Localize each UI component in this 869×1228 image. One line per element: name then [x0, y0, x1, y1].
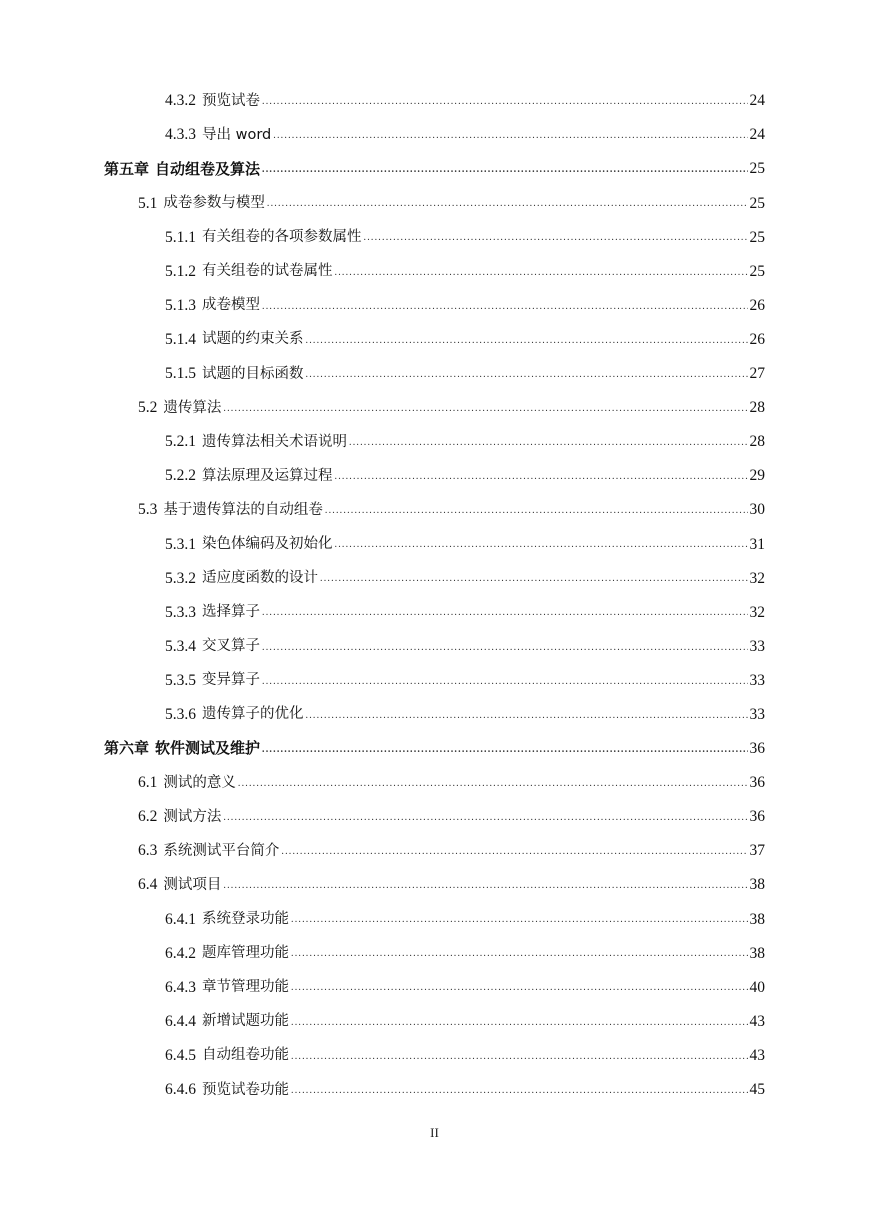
toc-entry-page: 24 — [749, 126, 765, 144]
toc-entry[interactable] — [0, 254, 869, 288]
dot-leader — [238, 776, 748, 792]
dot-leader — [320, 571, 748, 587]
toc-entry[interactable] — [0, 357, 869, 391]
toc-entry-title: 自动组卷功能 — [202, 1047, 289, 1064]
toc-entry-number: 5.2.1 — [165, 433, 196, 451]
toc-entry-number: 5.1.4 — [165, 330, 196, 348]
toc-entry-page: 25 — [749, 160, 765, 178]
dot-leader — [262, 640, 748, 656]
toc-entry-page: 32 — [749, 603, 765, 621]
toc-entry-number: 5.2.2 — [165, 467, 196, 485]
toc-entry-page: 36 — [749, 808, 765, 826]
dot-leader — [223, 401, 747, 417]
toc-entry-title: 选择算子 — [202, 604, 260, 621]
toc-entry[interactable] — [0, 1039, 869, 1073]
toc-entry-number: 6.4.4 — [165, 1012, 196, 1030]
toc-entry-number: 6.3 — [138, 842, 158, 860]
toc-entry[interactable] — [0, 391, 869, 425]
toc-entry-number: 6.4.2 — [165, 944, 196, 962]
dot-leader — [335, 469, 748, 485]
dot-leader — [262, 674, 748, 690]
toc-entry[interactable] — [0, 766, 869, 800]
toc-entry-page: 33 — [749, 705, 765, 723]
toc-entry[interactable] — [0, 902, 869, 936]
toc-entry[interactable] — [0, 698, 869, 732]
toc-entry-number: 6.4.1 — [165, 910, 196, 928]
toc-entry-number: 5.3.4 — [165, 637, 196, 655]
toc-entry-number: 5.1 — [138, 194, 158, 212]
toc-entry[interactable] — [0, 186, 869, 220]
toc-entry-number: 5.3.3 — [165, 603, 196, 621]
toc-entry-page: 28 — [749, 433, 765, 451]
dot-leader — [291, 946, 748, 962]
toc-entry-page: 32 — [749, 569, 765, 587]
toc-entry-title: 遗传算法相关术语说明 — [202, 433, 347, 450]
toc-entry[interactable] — [0, 152, 869, 186]
toc-entry-title: 交叉算子 — [202, 638, 260, 655]
dot-leader — [262, 94, 748, 110]
toc-entry[interactable] — [0, 834, 869, 868]
toc-entry-page: 24 — [749, 92, 765, 110]
toc-entry[interactable] — [0, 527, 869, 561]
toc-entry-title: 试题的目标函数 — [202, 365, 304, 382]
toc-entry-page: 33 — [749, 671, 765, 689]
dot-leader — [364, 230, 748, 246]
toc-entry[interactable] — [0, 84, 869, 118]
toc-entry-title: 染色体编码及初始化 — [202, 536, 333, 553]
toc-entry-title: 新增试题功能 — [202, 1013, 289, 1030]
toc-entry-page: 28 — [749, 399, 765, 417]
dot-leader — [291, 1083, 748, 1099]
dot-leader — [267, 196, 748, 212]
toc-entry-page: 33 — [749, 637, 765, 655]
toc-entry-number: 5.3 — [138, 501, 158, 519]
toc-entry-title: 测试项目 — [163, 876, 222, 893]
dot-leader — [223, 878, 747, 894]
toc-entry-page: 40 — [749, 978, 765, 996]
toc-entry[interactable] — [0, 323, 869, 357]
dot-leader — [349, 435, 748, 451]
dot-leader — [335, 265, 748, 281]
toc-entry-title: 章节管理功能 — [202, 979, 289, 996]
toc-entry-title: 预览试卷 — [202, 92, 260, 109]
toc-entry[interactable] — [0, 1073, 869, 1107]
toc-entry-number: 5.1.5 — [165, 365, 196, 383]
toc-entry-page: 43 — [749, 1046, 765, 1064]
toc-entry-page: 27 — [749, 365, 765, 383]
dot-leader — [291, 1049, 748, 1065]
toc-entry-title: 系统测试平台简介 — [163, 842, 280, 859]
toc-entry-title: 测试方法 — [163, 808, 222, 825]
toc-entry-title: 成卷模型 — [202, 297, 260, 314]
toc-entry[interactable] — [0, 970, 869, 1004]
toc-entry-number: 5.3.1 — [165, 535, 196, 553]
toc-entry-number: 4.3.3 — [165, 126, 196, 144]
toc-entry[interactable] — [0, 732, 869, 766]
toc-entry-title: 自动组卷及算法 — [155, 159, 261, 178]
toc-entry-number: 6.2 — [138, 808, 158, 826]
toc-entry-title: 有关组卷的各项参数属性 — [202, 229, 362, 246]
dot-leader — [281, 844, 747, 860]
toc-entry-title: 系统登录功能 — [202, 911, 289, 928]
toc-entry-page: 36 — [749, 774, 765, 792]
toc-entry[interactable] — [0, 800, 869, 834]
dot-leader — [273, 128, 747, 144]
toc-entry-title: 试题的约束关系 — [202, 331, 304, 348]
toc-entry[interactable] — [0, 459, 869, 493]
toc-entry-number: 6.4.3 — [165, 978, 196, 996]
toc-entry-title: 遗传算子的优化 — [202, 706, 304, 723]
toc-entry-number: 5.2 — [138, 399, 158, 417]
toc-entry[interactable] — [0, 595, 869, 629]
dot-leader — [223, 810, 747, 826]
toc-entry-page: 45 — [749, 1081, 765, 1099]
toc-entry[interactable] — [0, 868, 869, 902]
page-number: II — [430, 1125, 439, 1140]
dot-leader — [291, 980, 748, 996]
toc-entry-page: 25 — [749, 262, 765, 280]
toc-entry-page: 36 — [749, 740, 765, 758]
toc-entry[interactable] — [0, 664, 869, 698]
dot-leader — [325, 503, 748, 519]
toc-entry-page: 26 — [749, 296, 765, 314]
dot-leader — [262, 299, 748, 315]
toc-entry-title: 导出 word — [202, 126, 272, 143]
toc-entry-number: 5.3.2 — [165, 569, 196, 587]
dot-leader — [291, 1015, 748, 1031]
toc-entry[interactable] — [0, 118, 869, 152]
toc-entry-page: 38 — [749, 876, 765, 894]
dot-leader — [335, 537, 748, 553]
toc-entry-number: 第五章 — [104, 159, 150, 178]
toc-entry-title: 软件测试及维护 — [155, 739, 261, 758]
toc-entry-number: 6.1 — [138, 774, 158, 792]
toc-entry-title: 有关组卷的试卷属性 — [202, 263, 333, 280]
toc-entry-number: 第六章 — [104, 739, 150, 758]
dot-leader — [306, 708, 748, 724]
toc-entry-title: 基于遗传算法的自动组卷 — [163, 501, 323, 518]
toc-entry[interactable] — [0, 493, 869, 527]
toc-entry-page: 26 — [749, 330, 765, 348]
toc-entry-page: 30 — [749, 501, 765, 519]
toc-entry-page: 38 — [749, 910, 765, 928]
toc-entry-page: 25 — [749, 228, 765, 246]
toc-entry-title: 适应度函数的设计 — [202, 570, 318, 587]
toc-entry-page: 25 — [749, 194, 765, 212]
toc-entry-title: 遗传算法 — [163, 399, 222, 416]
toc-entry-page: 43 — [749, 1012, 765, 1030]
toc-entry-number: 5.3.6 — [165, 705, 196, 723]
dot-leader — [291, 912, 748, 928]
toc-entry-number: 5.1.1 — [165, 228, 196, 246]
toc-entry[interactable] — [0, 630, 869, 664]
toc-entry-number: 5.3.5 — [165, 671, 196, 689]
toc-entry-title: 预览试卷功能 — [202, 1081, 289, 1098]
toc-entry-title: 成卷参数与模型 — [163, 195, 265, 212]
dot-leader — [262, 605, 748, 621]
toc-entry-number: 4.3.2 — [165, 92, 196, 110]
toc-entry-number: 6.4 — [138, 876, 158, 894]
dot-leader — [262, 162, 747, 178]
toc-entry-title: 题库管理功能 — [202, 945, 289, 962]
toc-entry[interactable] — [0, 220, 869, 254]
dot-leader — [306, 333, 748, 349]
toc-entry-page: 37 — [749, 842, 765, 860]
toc-entry-number: 6.4.6 — [165, 1081, 196, 1099]
toc-entry-title: 算法原理及运算过程 — [202, 467, 333, 484]
toc-entry-page: 38 — [749, 944, 765, 962]
toc-entry-title: 测试的意义 — [163, 774, 236, 791]
toc-entry-number: 5.1.3 — [165, 296, 196, 314]
toc-entry-title: 变异算子 — [202, 672, 260, 689]
toc-entry[interactable] — [0, 425, 869, 459]
dot-leader — [262, 742, 747, 758]
toc-entry-page: 29 — [749, 467, 765, 485]
toc-entry-number: 6.4.5 — [165, 1046, 196, 1064]
toc-entry[interactable] — [0, 561, 869, 595]
toc-entry[interactable] — [0, 1005, 869, 1039]
table-of-contents — [0, 84, 869, 1107]
toc-entry[interactable] — [0, 936, 869, 970]
toc-entry-page: 31 — [749, 535, 765, 553]
toc-entry[interactable] — [0, 289, 869, 323]
dot-leader — [306, 367, 748, 383]
toc-entry-number: 5.1.2 — [165, 262, 196, 280]
